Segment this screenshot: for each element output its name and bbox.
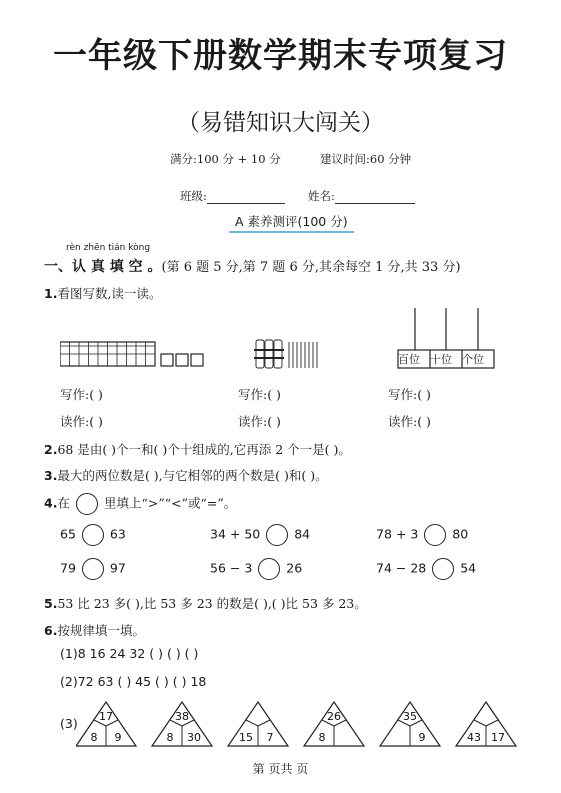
compare-circle[interactable] [82,524,104,546]
compare-left: 65 [60,526,76,542]
triangle-top-value: 26 [327,710,341,723]
compare-item [376,558,476,580]
triangle-puzzle[interactable] [152,702,212,746]
triangle-puzzle[interactable] [456,702,516,746]
question-1 [44,284,161,302]
triangle-right-value: 30 [187,731,201,744]
compare-right: 84 [294,526,311,542]
compare-circle[interactable] [82,558,104,580]
name-blank[interactable] [335,191,415,204]
page-footer: 第 页共 页 [252,762,309,776]
unit-cube-icon [161,354,203,366]
question-text: 68 是由( )个一和( )个十组成的,它再添 2 个一是( )。 [57,442,351,457]
question-text: 按规律填一填。 [57,623,145,638]
compare-right: 80 [452,526,469,542]
sequence-2[interactable]: (2)72 63 ( ) 45 ( ) ( ) 18 [60,674,207,689]
stick-bundle-icon [254,340,317,368]
triangle-left-value: 15 [239,731,253,744]
section-pinyin: rèn zhēn tián kòng [66,243,151,253]
compare-left: 78 + 3 [376,526,419,542]
name-field[interactable] [308,188,415,204]
triangle-right-value: 7 [266,731,274,744]
question-text: 看图写数,读一读。 [57,286,162,301]
q1-figures [60,302,530,374]
abacus-label-hundreds: 百位 [398,353,420,366]
triangle-puzzles [76,700,536,748]
hundred-block-icon [60,342,155,366]
blank-circle-icon [76,493,98,515]
compare-item [210,558,302,580]
compare-circle[interactable] [266,524,288,546]
compare-left: 56 − 3 [210,560,253,576]
compare-right: 26 [286,560,303,576]
triangle-left-value: 43 [467,731,481,744]
compare-circle[interactable] [424,524,446,546]
time-info: 建议时间:60 分钟 [320,152,412,166]
compare-right: 63 [109,526,126,542]
question-number: 1. [44,286,58,301]
compare-right: 97 [109,560,126,576]
compare-right: 54 [460,560,477,576]
question-text: 53 比 23 多( ),比 53 多 23 的数是( ),( )比 53 多 23。 [57,596,367,611]
compare-left: 34 + 50 [210,526,261,542]
triangle-left-value: 8 [90,731,98,744]
question-2 [44,440,351,458]
triangle-top-value: 17 [99,710,113,723]
triangle-puzzle[interactable] [380,702,440,746]
triangle-label: (3) [60,716,78,731]
triangle-right-value: 9 [418,731,426,744]
question-text-b: 里填上“>”“<”或“=”。 [103,495,237,511]
question-number: 2. [44,442,58,457]
read-blank-2[interactable]: 读作:( ) [238,414,281,429]
triangle-puzzle[interactable] [304,702,364,746]
triangle-puzzle[interactable] [76,702,136,746]
score-info: 满分:100 分 + 10 分 [170,152,281,166]
page-title: 一年级下册数学期末专项复习 [53,36,508,76]
section-heading [44,256,461,276]
abacus-label-tens: 十位 [430,353,452,366]
triangle-right-value: 9 [114,731,122,744]
question-4 [44,493,236,515]
question-number: 3. [44,468,58,483]
class-blank[interactable] [207,191,285,204]
question-5 [44,594,367,612]
compare-item [376,524,468,546]
class-label: 班级: [180,189,207,203]
triangle-left-value: 8 [318,731,326,744]
section-title: 一、认 真 填 空 。 [44,259,162,275]
triangle-right-value: 17 [491,731,505,744]
triangle-puzzle[interactable] [228,702,288,746]
compare-left: 79 [60,560,76,576]
page-subtitle: （易错知识大闯关） [177,110,384,136]
compare-item [60,524,126,546]
question-number: 6. [44,623,58,638]
sequence-1[interactable]: (1)8 16 24 32 ( ) ( ) ( ) [60,646,199,661]
triangle-top-value: 38 [175,710,189,723]
question-text: 最大的两位数是( ),与它相邻的两个数是( )和( )。 [57,468,328,483]
read-blank-3[interactable]: 读作:( ) [388,414,431,429]
section-badge: A 素养测评(100 分) [229,211,354,233]
question-number: 4. [44,495,58,511]
compare-left: 74 − 28 [376,560,427,576]
abacus-label-ones: 个位 [462,353,484,366]
read-blank-1[interactable]: 读作:( ) [60,414,103,429]
compare-circle[interactable] [432,558,454,580]
question-text-a: 在 [57,495,70,511]
question-3 [44,466,328,484]
triangle-top-value: 35 [403,710,417,723]
write-blank-3[interactable]: 写作:( ) [388,387,431,402]
compare-circle[interactable] [258,558,280,580]
triangle-left-value: 8 [166,731,174,744]
name-label: 姓名: [308,189,335,203]
write-blank-2[interactable]: 写作:( ) [238,387,281,402]
compare-item [210,524,310,546]
compare-item [60,558,126,580]
write-blank-1[interactable]: 写作:( ) [60,387,103,402]
question-number: 5. [44,596,58,611]
class-field[interactable] [180,188,285,204]
question-6 [44,621,145,639]
section-note: (第 6 题 5 分,第 7 题 6 分,其余每空 1 分,共 33 分) [161,260,461,275]
